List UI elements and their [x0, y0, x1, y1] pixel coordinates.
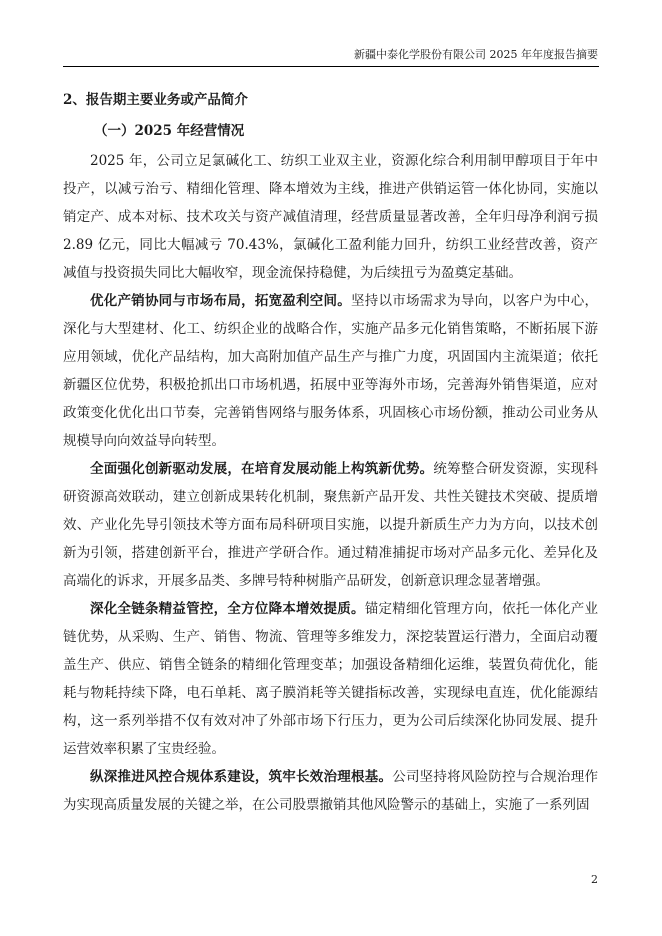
paragraph-overview: [63, 147, 598, 287]
paragraph-lean-management: [63, 595, 598, 763]
paragraph-text: 公司坚持将风险防控与合规治理作为实现高质量发展的关键之举，在公司股票撤销其他风险警示的基础上，实施了一系列固: [63, 769, 599, 813]
paragraph-text: 统筹整合研发资源，实现科研资源高效联动，建立创新成果转化机制，聚焦新产品开发、共性关键技术突破、提质增效、产业化先导引领技术等方面布局科研项目实施，以提升新质生产力为方向，以技术创新为引领，搭建创新平台，推进产学研合作。通过精准捕捉市场对产品多元化、差异化及高端化的诉求，开展多品类、多牌号特种树脂产品研发，创新意识理念显著增强。: [63, 461, 599, 589]
paragraph-text: 锚定精细化管理方向，依托一体化产业链优势，从采购、生产、销售、物流、管理等多维发力，深挖装置运行潜力，全面启动覆盖生产、供应、销售全链条的精细化管理变革；加强设备精细化运维，装置负荷优化，能耗与物耗持续下降，电石单耗、离子膜消耗等关键指标改善，实现绿电直连，优化能源结构，这一系列举措不仅有效对冲了外部市场下行压力，更为公司后续深化协同发展、提升运营效率积累了宝贵经验。: [63, 601, 599, 757]
paragraph-lead: 全面强化创新驱动发展，在培育发展动能上构筑新优势。: [90, 461, 434, 477]
paragraph-market: [63, 287, 598, 455]
paragraph-lead: 深化全链条精益管控，全方位降本增效提质。: [90, 601, 365, 617]
subsection-heading: （一）2025 年经营情况: [94, 123, 245, 139]
document-header-title: 新疆中泰化学股份有限公司 2025 年年度报告摘要: [354, 48, 598, 61]
section-heading: 2、报告期主要业务或产品简介: [63, 92, 248, 108]
paragraph-risk-compliance: [63, 763, 598, 819]
page-number: 2: [591, 873, 598, 886]
paragraph-lead: 纵深推进风控合规体系建设，筑牢长效治理根基。: [90, 769, 393, 785]
paragraph-lead: 优化产销协同与市场布局，拓宽盈利空间。: [90, 293, 351, 309]
header-divider: [63, 66, 599, 67]
paragraph-text: 坚持以市场需求为导向，以客户为中心，深化与大型建材、化工、纺织企业的战略合作，实施产品多元化销售策略，不断拓展下游应用领域，优化产品结构，加大高附加值产品生产与推广力度，巩固国内主流渠道；依托新疆区位优势，积极抢抓出口市场机遇，拓展中亚等海外市场，完善海外销售渠道，应对政策变化优化出口节奏，完善销售网络与服务体系，巩固核心市场份额，推动公司业务从规模导向向效益导向转型。: [63, 293, 599, 449]
paragraph-text: 2025 年，公司立足氯碱化工、纺织工业双主业，资源化综合利用制甲醇项目于年中投产，以减亏治亏、精细化管理、降本增效为主线，推进产供销运管一体化协同，实施以销定产、成本对标、技术攻关与资产减值清理，经营质量显著改善，全年归母净利润亏损 2.89 亿元，同比大幅减亏 70.43%，氯碱化工盈利能力回升，纺织工业经营改善，资产减值与投资损失同比大幅收窄，现金流保持稳健，为后续扭亏为盈奠定基础。: [63, 153, 598, 281]
report-body: [63, 147, 598, 819]
paragraph-innovation: [63, 455, 598, 595]
